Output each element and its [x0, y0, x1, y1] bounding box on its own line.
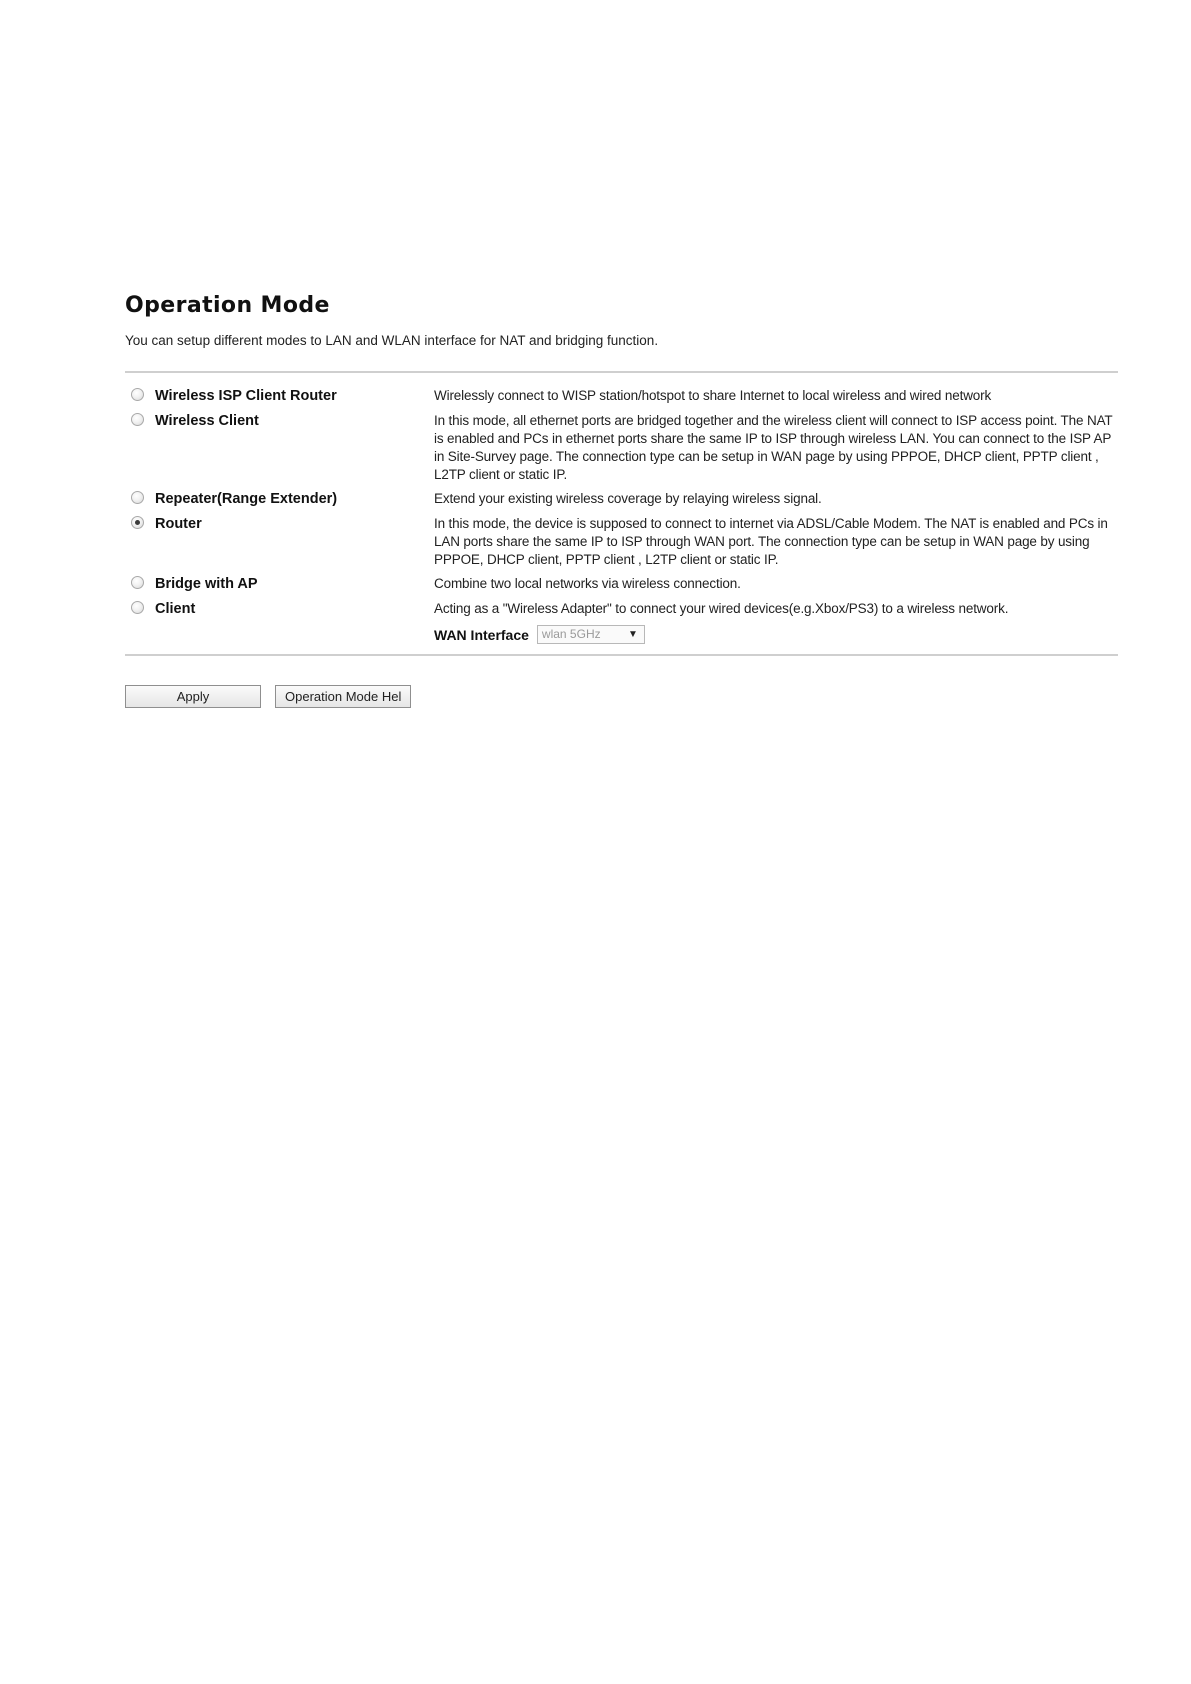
mode-row-router	[125, 515, 1118, 569]
mode-description: Acting as a "Wireless Adapter" to connect your wired devices(e.g.Xbox/PS3) to a wireless network.	[434, 601, 1009, 616]
mode-option-bridge-with-ap[interactable]	[125, 575, 434, 594]
bottom-divider	[125, 654, 1118, 656]
radio-bridge-with-ap[interactable]	[131, 576, 144, 589]
mode-label[interactable]: Router	[155, 516, 202, 532]
mode-description: In this mode, all ethernet ports are bridged together and the wireless client will connect to ISP access point. The NAT is enabled and PCs in ethernet ports share the same IP to ISP through wireless LAN. You can connect to the ISP AP in Site-Survey page. The connection type can be setup in WAN page by using PPPOE, DHCP client, PPTP client , L2TP client or static IP.	[434, 413, 1113, 482]
mode-row-wireless-isp-client-router	[125, 387, 1118, 406]
mode-description: In this mode, the device is supposed to connect to internet via ADSL/Cable Modem. The NAT is enabled and PCs in LAN ports share the same IP to ISP through WAN port. The connection type can be setup in WAN page by using PPPOE, DHCP client, PPTP client , L2TP client or static IP.	[434, 516, 1108, 567]
apply-button[interactable]: Apply	[125, 685, 261, 708]
mode-option-router[interactable]	[125, 515, 434, 534]
dropdown-arrow-icon[interactable]: ▼	[628, 629, 638, 640]
wan-interface-select[interactable]	[537, 625, 645, 644]
radio-wireless-client[interactable]	[131, 413, 144, 426]
mode-description: Extend your existing wireless coverage by relaying wireless signal.	[434, 491, 822, 506]
mode-label[interactable]: Wireless Client	[155, 413, 259, 429]
page-title: Operation Mode	[125, 293, 330, 318]
mode-row-repeater	[125, 490, 1118, 509]
mode-row-wireless-client	[125, 412, 1118, 484]
radio-repeater[interactable]	[131, 491, 144, 504]
radio-router[interactable]	[131, 516, 144, 529]
mode-option-repeater[interactable]	[125, 490, 434, 509]
wan-interface-row	[434, 625, 1118, 644]
mode-option-client[interactable]	[125, 600, 434, 619]
mode-option-wireless-isp-client-router[interactable]	[125, 387, 434, 406]
radio-wireless-isp-client-router[interactable]	[131, 388, 144, 401]
radio-client[interactable]	[131, 601, 144, 614]
page-subtitle: You can setup different modes to LAN and WLAN interface for NAT and bridging function.	[125, 333, 659, 348]
button-bar	[125, 685, 1118, 708]
mode-label[interactable]: Wireless ISP Client Router	[155, 388, 337, 404]
mode-label[interactable]: Bridge with AP	[155, 576, 258, 592]
mode-label[interactable]: Repeater(Range Extender)	[155, 491, 338, 507]
operation-mode-help-button[interactable]: Operation Mode Hel	[275, 685, 411, 708]
mode-row-bridge-with-ap	[125, 575, 1118, 594]
mode-list	[125, 387, 1118, 644]
wan-interface-label: WAN Interface	[434, 626, 529, 643]
mode-description: Wirelessly connect to WISP station/hotspot to share Internet to local wireless and wired network	[434, 388, 992, 403]
mode-description: Combine two local networks via wireless connection.	[434, 576, 741, 591]
mode-row-client	[125, 600, 1118, 619]
mode-option-wireless-client[interactable]	[125, 412, 434, 431]
wan-interface-value: wlan 5GHz	[541, 627, 601, 641]
operation-mode-page	[125, 292, 1118, 708]
top-divider	[125, 371, 1118, 373]
mode-label[interactable]: Client	[155, 601, 196, 617]
